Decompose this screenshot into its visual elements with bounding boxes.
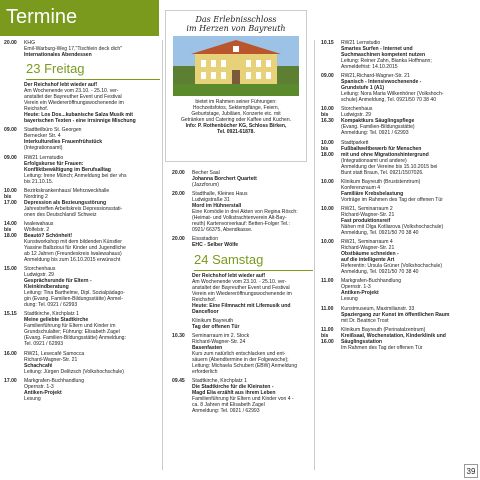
event-line: RW21 Lernstudio <box>24 154 64 161</box>
event-line: Die Stadtkirche für die Kleinsten - <box>192 384 274 391</box>
event-line: Fußballweltbewerb für Menschen <box>341 145 422 152</box>
event-entry <box>317 239 480 275</box>
event-line: Obstbäume schneiden - <box>341 251 399 258</box>
event-line: (Heimat- und Volkstrachtenverein Alt-Bay- <box>192 215 287 222</box>
event-line: anstaltet der Bayreuther Event und Festival <box>192 284 290 291</box>
event-line: Bernecker Str. 4 <box>24 133 61 140</box>
event-line: Leitung: Nora Maria Wilkenhöner (Volkshoch- <box>341 91 444 98</box>
event-line: Nordring 2 <box>24 193 48 200</box>
event-line: Kreißsaal, Wochenstation, Kinderklinik und <box>341 332 446 339</box>
event-time: 15.15 <box>4 311 17 318</box>
event-entry <box>0 266 160 308</box>
event-entry <box>0 221 160 263</box>
event-body <box>341 179 480 203</box>
event-line: RW21, Seminarraum 4 <box>341 239 393 246</box>
event-line: Stadtkirche, Kirchplatz 1 <box>192 378 247 385</box>
event-line: Kurs zum natürlich entschlacken und ent- <box>192 350 286 357</box>
event-line: Leitung: Michaela Schubert (EBW) Anmeldung <box>192 362 298 369</box>
event-body <box>341 327 480 351</box>
event-line: (Evang. Familien-Bildungsstätte) <box>341 124 415 131</box>
event-time: 20.00 <box>172 236 185 243</box>
event-line: RW21, Lesecafé Samocca <box>24 350 85 357</box>
event-line: Spaziergang zur Kunst im öffentlichen Raum <box>341 311 450 318</box>
event-line: Erfolgskurse für Frauen: <box>24 160 84 167</box>
event-time: 09.00 <box>321 73 334 80</box>
event-line: Stadtteilbüro St. Georgen <box>24 127 82 134</box>
event-line: Lesung <box>24 395 41 402</box>
page-number: 39 <box>464 464 478 478</box>
event-line: gin (Evang. Familien-Bildungsstätte) Anmel- <box>24 296 124 303</box>
event-line: mit und ohne Migrationshintergrund <box>341 151 429 158</box>
event-time <box>168 273 192 315</box>
event-line: Opernstr. 1-3 <box>24 383 54 390</box>
event-entry <box>168 273 313 315</box>
event-line: Jahrestreffen Arbeitskreis Depressionsstati- <box>24 205 123 212</box>
event-time: 15.00 <box>4 266 17 273</box>
event-time: 09.00 <box>4 127 17 134</box>
event-body <box>24 378 160 402</box>
event-line: Kompaktkurs Säuglingspflege <box>341 118 415 125</box>
event-line: Nähen mit Olga Kotliarova (Volkshochschule) <box>341 223 444 230</box>
event-body <box>341 140 480 176</box>
event-line: Anmeldung, Tel. 0921/50 70 38 40 <box>341 229 419 236</box>
event-line: Richard-Wagner-Str. 21 <box>24 356 78 363</box>
event-entry <box>317 140 480 176</box>
event-body <box>341 278 480 302</box>
column-1 <box>0 40 160 405</box>
event-time: 11.00 <box>321 305 334 312</box>
event-time <box>0 82 24 124</box>
event-line: Storchenhaus <box>341 106 373 113</box>
event-time: 11.00 bis 16.00 <box>321 326 334 345</box>
event-line: Stadtparkett <box>341 139 369 146</box>
event-time: 10.00 <box>321 239 334 246</box>
event-body <box>192 378 313 414</box>
event-line: Kunstmuseum, Maximilianstr. 33 <box>341 305 415 312</box>
event-entry <box>0 40 160 58</box>
event-line: Antiken-Projekt <box>24 389 62 396</box>
event-line: Opernstr. 1-3 <box>341 284 371 291</box>
event-line: Basenfasten <box>192 344 223 351</box>
event-body <box>24 155 160 185</box>
event-entry <box>317 327 480 351</box>
event-line: schule) Anmeldung, Tel. 0921/50 70 38 40 <box>341 97 437 104</box>
event-line: Anmeldung, Tel. 0921/50 70 38 40 <box>341 269 419 276</box>
event-line: bis 21.10.15. <box>24 178 54 185</box>
event-line: Heute: Eine Filmnacht mit Lifemusik und <box>192 302 291 309</box>
event-line: ab 12 Jahren (Freundeskreis Iwalewahaus) <box>24 250 122 257</box>
event-line: Mord im Hühnerstall <box>192 203 242 210</box>
event-time: 10.00 <box>321 178 334 185</box>
event-line: Verein ein Wiedereröffnungswochenende im <box>24 100 124 107</box>
event-entry <box>0 188 160 218</box>
event-body <box>24 188 160 218</box>
event-line: Anmeldung bis zum 16.10.2015 erwünscht <box>24 256 121 263</box>
event-line: Kunstworkshop mit dem bildenden Künstler <box>24 238 122 245</box>
event-line: erforderlich <box>192 368 218 375</box>
event-line: Am Wochenende vom 23.10. - 25.10. ver- <box>192 278 287 285</box>
event-line: mit Dr. Beatrice Trost <box>341 317 389 324</box>
event-line: Anmeldung: Tel. 0921 / 62993 <box>341 130 409 137</box>
event-line: Verein ein Wiedereröffnungswochenende im <box>192 290 292 297</box>
event-line: Yassine Balbzioui für Kinder und Jugendliche <box>24 244 126 251</box>
event-line: Ludwigstr. 29 <box>24 272 55 279</box>
event-time: 10.00 bis 17.00 <box>4 187 17 206</box>
event-entry <box>317 179 480 203</box>
event-line: bayerischen Texten - eine irrsinnige Mischung <box>24 118 136 125</box>
event-body <box>24 40 160 58</box>
event-line: Konfliktbewältigung im Berufsalltag <box>24 166 111 173</box>
event-body <box>24 127 160 151</box>
event-body <box>24 221 160 263</box>
event-line: Konferenzraum 4 <box>341 184 381 191</box>
event-body <box>192 236 313 248</box>
event-body <box>341 206 480 236</box>
day-heading: 24 Samstag <box>194 251 264 267</box>
event-line: Tag der offenen Tür <box>192 323 240 330</box>
event-entry <box>0 82 160 124</box>
event-line: Wölfelstr. 2 <box>24 226 50 233</box>
event-time: 10.00 <box>321 205 334 212</box>
promo-title: Das Erlebnisschloss im Herzen von Bayreuth <box>186 15 286 33</box>
event-line: säuern (Abendtermine in der Folgewoche); <box>192 356 289 363</box>
event-body <box>192 170 313 188</box>
event-line: Lesung <box>341 296 358 303</box>
event-entry <box>168 170 313 188</box>
event-entry <box>168 333 313 375</box>
event-time: 16.00 <box>4 350 17 357</box>
event-line: Richard-Wagner-Str. 21 <box>341 245 395 252</box>
event-entry <box>0 155 160 185</box>
event-entry <box>0 351 160 375</box>
event-line: Seminarraum im 2. Stock <box>192 332 250 339</box>
event-time: 20.00 <box>4 40 17 46</box>
event-time: 20.00 <box>172 191 185 198</box>
event-time: 10.00 bis 16.30 <box>321 106 334 125</box>
event-line: Smartes Surfen - Internet und <box>341 46 413 52</box>
event-body <box>24 82 160 124</box>
event-line: Säuglingsstation <box>341 338 383 345</box>
event-line: RW21 Lernstudio <box>341 40 381 46</box>
event-body <box>341 239 480 275</box>
event-entry <box>0 378 160 402</box>
event-line: Markgrafen-Buchhandlung <box>24 377 85 384</box>
event-body <box>24 351 160 375</box>
event-line: RW21,Richard-Wagner-Str. 21 <box>341 73 410 80</box>
event-body <box>192 333 313 375</box>
event-line: Antiken-Projekt <box>341 290 379 297</box>
event-line: Tel. 0921 / 62993 <box>24 341 64 348</box>
event-line: Reichshof. <box>192 296 217 303</box>
event-line: ca. 8 Jahren mit Elisabeth Zagel <box>192 402 265 409</box>
event-line: Klinikum Bayreuth (Bruststenrtrum) <box>341 178 421 185</box>
column-divider <box>314 40 315 470</box>
event-line: Familienführung für Eltern und Kinder im <box>24 323 116 330</box>
column-3 <box>317 40 480 354</box>
event-line: Interkulturelles Frauenfrühstück <box>24 139 103 146</box>
event-entry <box>317 278 480 302</box>
column-divider <box>162 40 163 470</box>
event-line: Johanna Borchert Quartett <box>192 176 257 182</box>
event-line: Suchmaschinen kompetent nutzen <box>341 52 426 58</box>
event-line: Anmeldung: Tel. 0921 / 62993 <box>192 408 260 415</box>
event-line: Fast produktionsreif <box>341 217 391 224</box>
event-line: Leitung: Reiner Zahn, Bianka Hoffmann; <box>341 58 432 64</box>
event-line: Eissstadion <box>192 236 219 243</box>
event-line: Heute: Los Dos...kubanische Salza Musik mit <box>24 112 133 119</box>
event-line: Klinikum Bayreuth (Perinatalzentrum) <box>341 326 426 333</box>
event-body <box>24 311 160 347</box>
event-line: Gesprächsrunde für Eltern - <box>24 278 92 285</box>
event-line: Internationales Abendessen <box>24 52 92 58</box>
event-entry <box>168 236 313 248</box>
event-time: 10.30 <box>172 332 185 339</box>
event-body <box>24 266 160 308</box>
event-body <box>341 106 480 136</box>
event-line: (Integrationsamt) <box>24 145 63 152</box>
event-line: 0921/ 66375, Abendkasse. <box>192 227 253 234</box>
event-line: Stadtkirche, Kirchplatz 1 <box>24 311 79 318</box>
event-line: Richard-Wagner-Str. 24 <box>192 338 246 345</box>
event-line: RW21, Seminarraum 2 <box>341 205 393 212</box>
event-body <box>341 73 480 103</box>
event-entry <box>0 311 160 347</box>
event-line: Familienführung für Eltern und Kinder von 4 - <box>192 396 294 403</box>
event-line: reuth) Kartenvorverkauf: Betten-Folger Tel.: <box>192 221 290 228</box>
promo-text: bietet im Rahmen seiner Führungen: Hochzeitsfotos, Sektempfänge, Feiern, Geburtstage, Jubiläen, Konzerte etc. mit Getränken und Catering oder Kaffee und Kuchen. Info: P. Rothenbücher KG, Schloss Birken, Tel. 0921-61878. <box>181 99 291 135</box>
event-line: Beautó? Schönheit! <box>24 232 73 239</box>
event-body <box>192 273 313 315</box>
event-time: 11.00 <box>321 278 334 285</box>
event-time: 14.00 bis 18.00 <box>4 220 17 239</box>
event-line: Am Wochenende vom 23.10. - 25.10. ver- <box>24 88 119 95</box>
event-line: Magd Elia erzählt aus ihrem Leben <box>192 390 276 397</box>
event-time: 09.00 <box>4 154 17 161</box>
event-line: (Evang. Familien-Bildungsstätte) Anmeldung: <box>24 335 126 342</box>
day-separator <box>194 270 313 271</box>
event-line: Meine geliebte Stadtkirche <box>24 317 89 324</box>
event-entry <box>317 73 480 103</box>
day-heading: 23 Freitag <box>26 61 85 77</box>
event-entry <box>317 206 480 236</box>
event-line: Der Reichshof lebt wieder auf! <box>192 272 266 279</box>
event-entry <box>168 191 313 233</box>
event-line: Ludwigstraße 31 <box>192 197 230 204</box>
event-line: Anmeldung der Vereine bis 15.10.2015 bei <box>341 163 438 170</box>
event-time: 20.00 <box>172 170 185 176</box>
event-line: Kleinkindberatung <box>24 284 69 291</box>
event-entry <box>0 127 160 151</box>
event-time: 10.00 bis 18.00 <box>321 139 334 158</box>
event-time: 09.45 <box>172 378 185 385</box>
event-line: Klinikum Bayreuth <box>192 317 234 324</box>
event-line: Leitung: Jürgen Delitzsch (Volkshochschule) <box>24 368 124 375</box>
event-line: Leitung: Irene Münch; Anmeldung bei der vhs <box>24 172 127 179</box>
event-entry <box>168 378 313 414</box>
event-line: Leitung: Tina Barthelme, Dipl. Sozialpädago- <box>24 290 125 297</box>
castle-image <box>173 36 299 96</box>
event-line: Anmeldefrist: 14.10.2015 <box>341 64 398 70</box>
page-title: Termine <box>6 6 78 28</box>
event-line: Dancefloor <box>192 308 219 315</box>
event-line: Stadthalle, Kleines Haus <box>192 191 248 198</box>
column-2 <box>168 170 313 417</box>
event-line: Bezirkskrankenhaus/ Mehrzweckhalle <box>24 187 110 194</box>
event-line: Schachcafé <box>24 362 53 369</box>
event-line: Ludwigstr. 29 <box>341 112 372 119</box>
event-body <box>341 40 480 70</box>
event-line: Reichshof. <box>24 106 49 113</box>
event-line: Becher Saal <box>192 170 220 176</box>
event-line: Bunt statt Braun, Tel. 0921/1507026. <box>341 169 424 176</box>
event-line: Referentin: Ursula Grüner (Volkshochschule) <box>341 263 443 270</box>
event-entry <box>168 318 313 330</box>
event-line: Eine Komödie in drei Akten von Regina Rösch: <box>192 209 298 216</box>
event-line: KHG <box>24 40 36 46</box>
event-time: 10.15 <box>321 40 334 46</box>
event-body <box>192 191 313 233</box>
event-line: onen des Deutschland/ Schweiz <box>24 211 97 218</box>
event-line: Im Rahmen des Tag der offenen Tür <box>341 344 423 351</box>
event-line: Der Reichshof lebt wieder auf! <box>24 82 98 89</box>
event-line: Emil-Warburg-Weg 17,"Tischlein deck dich" <box>24 46 122 52</box>
promo-ad <box>165 10 307 162</box>
event-line: Familiäre Krebsbelastung <box>341 190 404 197</box>
event-line: Vorträge im Rahmen des Tag der offenen Tür <box>341 196 443 203</box>
header-bar <box>0 0 159 36</box>
event-entry <box>317 306 480 324</box>
event-line: Richard-Wagner-Str. 21 <box>341 211 395 218</box>
event-line: Storchenhaus <box>24 266 56 273</box>
event-line: (Integrationsamt und andere) <box>341 157 407 164</box>
event-line: Markgrafen-Buchhandlung <box>341 278 402 285</box>
event-line: (Jazzforum) <box>192 182 219 188</box>
event-entry <box>317 40 480 70</box>
event-line: Depression als Bezieungsstörung <box>24 199 107 206</box>
event-line: Grundschulalter; Führung: Elisabeth Zagel <box>24 329 120 336</box>
event-body <box>192 318 313 330</box>
event-line: auf die intelligente Art <box>341 257 395 264</box>
day-separator <box>26 79 160 80</box>
event-line: Grundstufe 1 (A1) <box>341 85 385 92</box>
event-line: dung: Tel. 0921 / 62993 <box>24 302 78 309</box>
event-line: Iwalewahaus <box>24 220 54 227</box>
event-line: Spanisch - Intensivwochenende - <box>341 79 422 86</box>
event-line: anstaltet der Bayreuther Event und Festival <box>24 94 122 101</box>
event-entry <box>317 106 480 136</box>
event-line: EHC - Selber Wölfe <box>192 242 239 249</box>
event-body <box>341 306 480 324</box>
event-time <box>168 318 192 330</box>
event-time: 17.00 <box>4 377 17 384</box>
